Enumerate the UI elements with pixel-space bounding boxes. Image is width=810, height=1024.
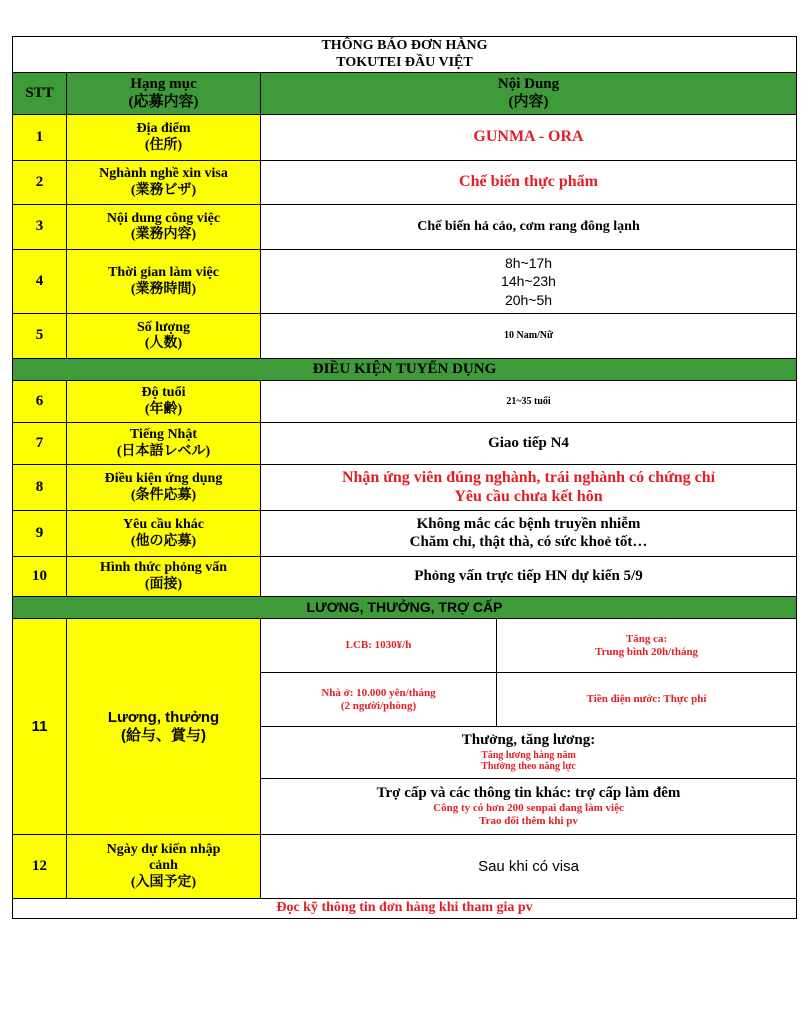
row-value-japanese: Giao tiếp N4	[261, 423, 797, 465]
row-number: 1	[13, 115, 67, 161]
header-stt: STT	[13, 73, 67, 115]
page-title: THÔNG BÁO ĐƠN HÀNG TOKUTEI ĐẦU VIỆT	[13, 37, 797, 73]
row-label: Điều kiện ứng dụng (条件応募)	[67, 465, 261, 511]
row-number: 8	[13, 465, 67, 511]
table-row	[13, 381, 797, 423]
row-value-interview: Phỏng vấn trực tiếp HN dự kiến 5/9	[261, 557, 797, 597]
section-header	[13, 359, 797, 381]
row-number: 9	[13, 511, 67, 557]
salary-base: LCB: 1030¥/h	[261, 619, 497, 673]
row-number: 3	[13, 205, 67, 250]
row-value-requirements: Nhận ứng viên đúng nghành, trái nghành có chứng chỉ Yêu cầu chưa kết hôn	[261, 465, 797, 511]
row-value-location: GUNMA - ORA	[261, 115, 797, 161]
section-header	[13, 597, 797, 619]
row-value-quantity: 10 Nam/Nữ	[261, 314, 797, 359]
row-label: Ngày dự kiến nhập cảnh (入国予定)	[67, 835, 261, 899]
row-number: 12	[13, 835, 67, 899]
row-label: Yêu cầu khác (他の応募)	[67, 511, 261, 557]
section-salary-title: LƯƠNG, THƯỞNG, TRỢ CẤP	[13, 597, 797, 619]
section-conditions-title: ĐIỀU KIỆN TUYỂN DỤNG	[13, 359, 797, 381]
table-row	[13, 314, 797, 359]
row-number: 11	[13, 619, 67, 835]
table-row	[13, 835, 797, 899]
salary-utilities: Tiền điện nước: Thực phí	[497, 673, 797, 727]
header-content: Nội Dung (内容)	[261, 73, 797, 115]
salary-overtime: Tăng ca: Trung bình 20h/tháng	[497, 619, 797, 673]
footer-row	[13, 899, 797, 919]
salary-housing: Nhà ở: 10.000 yên/tháng (2 người/phòng)	[261, 673, 497, 727]
row-number: 6	[13, 381, 67, 423]
row-number: 10	[13, 557, 67, 597]
salary-allowance: Trợ cấp và các thông tin khác: trợ cấp làm đêm Công ty có hơn 200 senpai đang làm việc Trao đổi thêm khi pv	[261, 779, 797, 835]
row-number: 5	[13, 314, 67, 359]
header-category: Hạng mục (応募内容)	[67, 73, 261, 115]
row-value-age: 21~35 tuổi	[261, 381, 797, 423]
table-row	[13, 557, 797, 597]
row-number: 2	[13, 161, 67, 205]
salary-bonus: Thưởng, tăng lương: Tăng lương hàng năm Thưởng theo năng lực	[261, 727, 797, 779]
table-row	[13, 465, 797, 511]
row-label: Địa điểm (住所)	[67, 115, 261, 161]
row-number: 4	[13, 250, 67, 314]
row-value-hours: 8h~17h 14h~23h 20h~5h	[261, 250, 797, 314]
row-value-industry: Chế biến thực phẩm	[261, 161, 797, 205]
table-row	[13, 161, 797, 205]
table-row	[13, 250, 797, 314]
title-row	[13, 37, 797, 73]
row-label: Nội dung công việc (業務内容)	[67, 205, 261, 250]
row-value-entry: Sau khi có visa	[261, 835, 797, 899]
row-label: Lương, thưởng (給与、賞与)	[67, 619, 261, 835]
job-order-table	[12, 36, 797, 919]
row-label: Hình thức phỏng vấn (面接)	[67, 557, 261, 597]
row-value-job: Chế biến hả cảo, cơm rang đông lạnh	[261, 205, 797, 250]
row-label: Số lượng (人数)	[67, 314, 261, 359]
row-label: Thời gian làm việc (業務時間)	[67, 250, 261, 314]
table-row	[13, 423, 797, 465]
row-label: Nghành nghề xin visa (業務ビザ)	[67, 161, 261, 205]
row-number: 7	[13, 423, 67, 465]
row-label: Độ tuổi (年齢)	[67, 381, 261, 423]
footer-note: Đọc kỹ thông tin đơn hàng khi tham gia pv	[13, 899, 797, 919]
table-header	[13, 73, 797, 115]
table-row	[13, 205, 797, 250]
row-value-other: Không mắc các bệnh truyền nhiễm Chăm chỉ, thật thà, có sức khoẻ tốt…	[261, 511, 797, 557]
table-row	[13, 511, 797, 557]
row-label: Tiếng Nhật (日本語レベル)	[67, 423, 261, 465]
table-row	[13, 115, 797, 161]
table-row	[13, 619, 797, 673]
